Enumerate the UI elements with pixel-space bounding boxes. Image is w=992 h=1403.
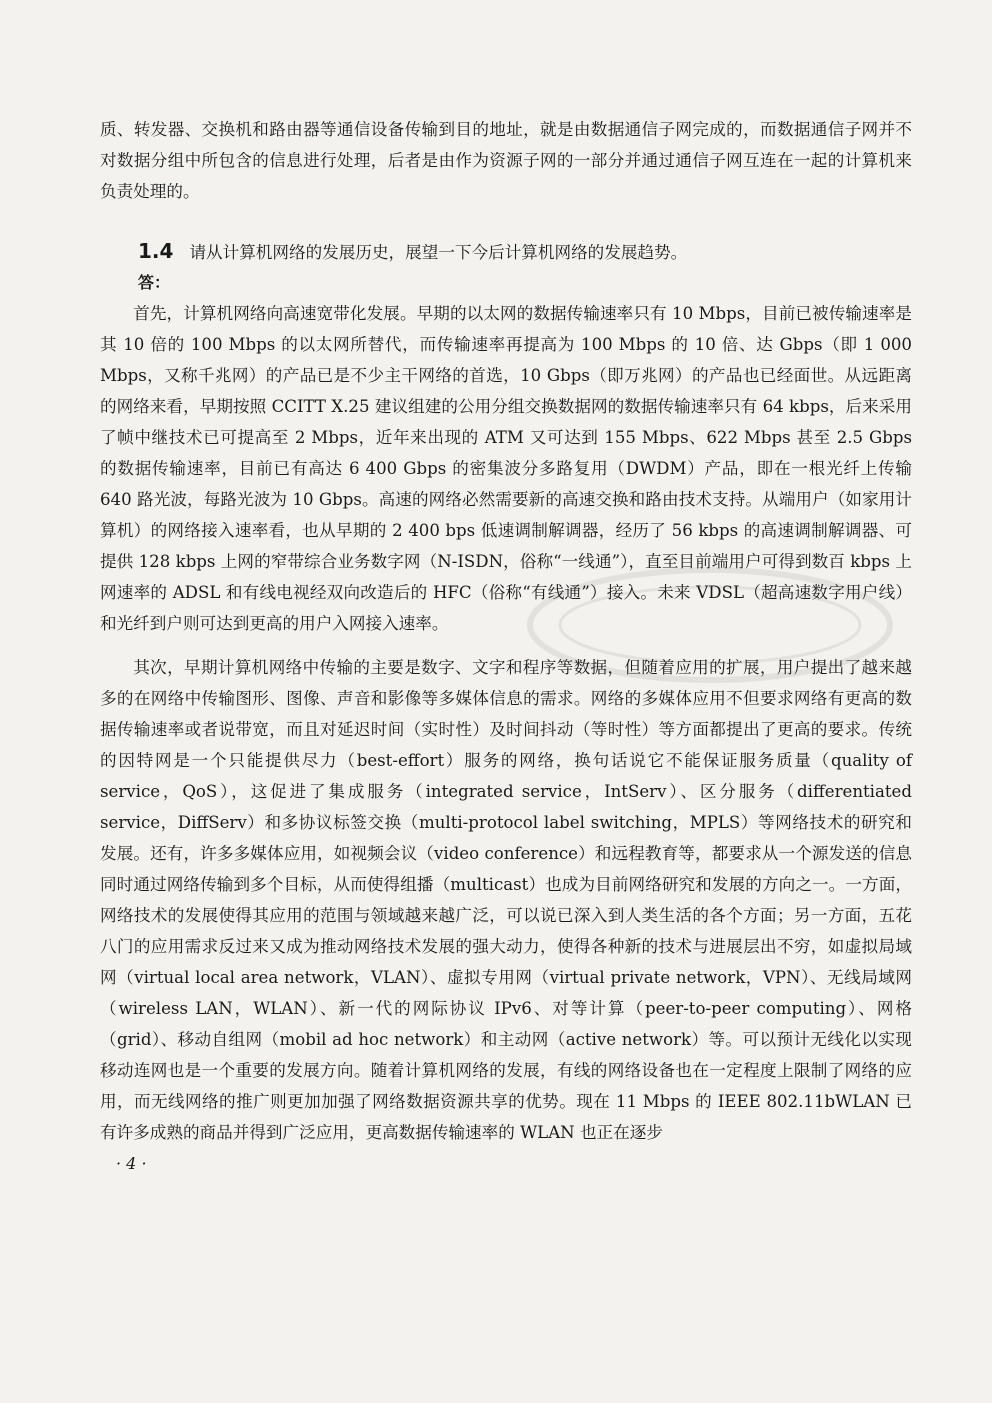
page-number: · 4 · [116,1154,147,1173]
answer-label: 答： [138,273,171,292]
question-number: 1.4 [138,239,174,263]
answer-paragraph-2: 其次，早期计算机网络中传输的主要是数字、文字和程序等数据，但随着应用的扩展，用户提出了越来越多的在网络中传输图形、图像、声音和影像等多媒体信息的需求。网络的多媒体应用不但要求网络有更高的数据传输速率或者说带宽，而且对延迟时间（实时性）及时间抖动（等时性）等方面都提出了更高的要求。传统的因特网是一个只能提供尽力（best-effort）服务的网络，换句话说它不能保证服务质量（quality of service，QoS），这促进了集成服务（integrated service，IntServ）、区分服务（differentiated service，DiffServ）和多协议标签交换（multi-protocol label switching，MPLS）等网络技术的研究和发展。还有，许多多媒体应用，如视频会议（video conference）和远程教育等，都要求从一个源发送的信息同时通过网络传输到多个目标，从而使得组播（multicast）也成为目前网络研究和发展的方向之一。一方面，网络技术的发展使得其应用的范围与领域越来越广泛，可以说已深入到人类生活的各个方面；另一方面，五花八门的应用需求反过来又成为推动网络技术发展的强大动力，使得各种新的技术与进展层出不穷，如虚拟局域网（virtual local area network，VLAN）、虚拟专用网（virtual private network，VPN）、无线局域网（wireless LAN，WLAN）、新一代的网际协议 IPv6、对等计算（peer-to-peer computing）、网格（grid）、移动自组网（mobil ad hoc network）和主动网（active network）等。可以预计无线化以实现移动连网也是一个重要的发展方向。随着计算机网络的发展，有线的网络设备也在一定程度上限制了网络的应用，而无线网络的推广则更加加强了网络数据资源共享的优势。现在 11 Mbps 的 IEEE 802.11bWLAN 已有许多成熟的商品并得到广泛应用，更高数据传输速率的 WLAN 也正在逐步 [100,658,912,1142]
question-heading [138,236,687,268]
answer-paragraph-1: 首先，计算机网络向高速宽带化发展。早期的以太网的数据传输速率只有 10 Mbps，目前已被传输速率是其 10 倍的 100 Mbps 的以太网所替代，而传输速率再提高为 100 Mbps 的 10 倍、达 Gbps（即 1 000 Mbps，又称千兆网）的产品已是不少主干网络的首选，10 Gbps（即万兆网）的产品也已经面世。从远距离的网络来看，早期按照 CCITT X.25 建议组建的公用分组交换数据网的数据传输速率只有 64 kbps，后来采用了帧中继技术已可提高至 2 Mbps，近年来出现的 ATM 又可达到 155 Mbps、622 Mbps 甚至 2.5 Gbps 的数据传输速率，目前已有高达 6 400 Gbps 的密集波分多路复用（DWDM）产品，即在一根光纤上传输 640 路光波，每路光波为 10 Gbps。高速的网络必然需要新的高速交换和路由技术支持。从端用户（如家用计算机）的网络接入速率看，也从早期的 2 400 bps 低速调制解调器，经历了 56 kbps 的高速调制解调器、可提供 128 kbps 上网的窄带综合业务数字网（N-ISDN，俗称“一线通”），直至目前端用户可得到数百 kbps 上网速率的 ADSL 和有线电视经双向改造后的 HFC（俗称“有线通”）接入。未来 VDSL（超高速数字用户线）和光纤到户则可达到更高的用户入网接入速率。 [100,304,912,633]
intro-paragraph: 质、转发器、交换机和路由器等通信设备传输到目的地址，就是由数据通信子网完成的，而数据通信子网并不对数据分组中所包含的信息进行处理，后者是由作为资源子网的一部分并通过通信子网互连在一起的计算机来负责处理的。 [100,120,912,201]
question-text: 请从计算机网络的发展历史，展望一下今后计算机网络的发展趋势。 [189,243,688,262]
